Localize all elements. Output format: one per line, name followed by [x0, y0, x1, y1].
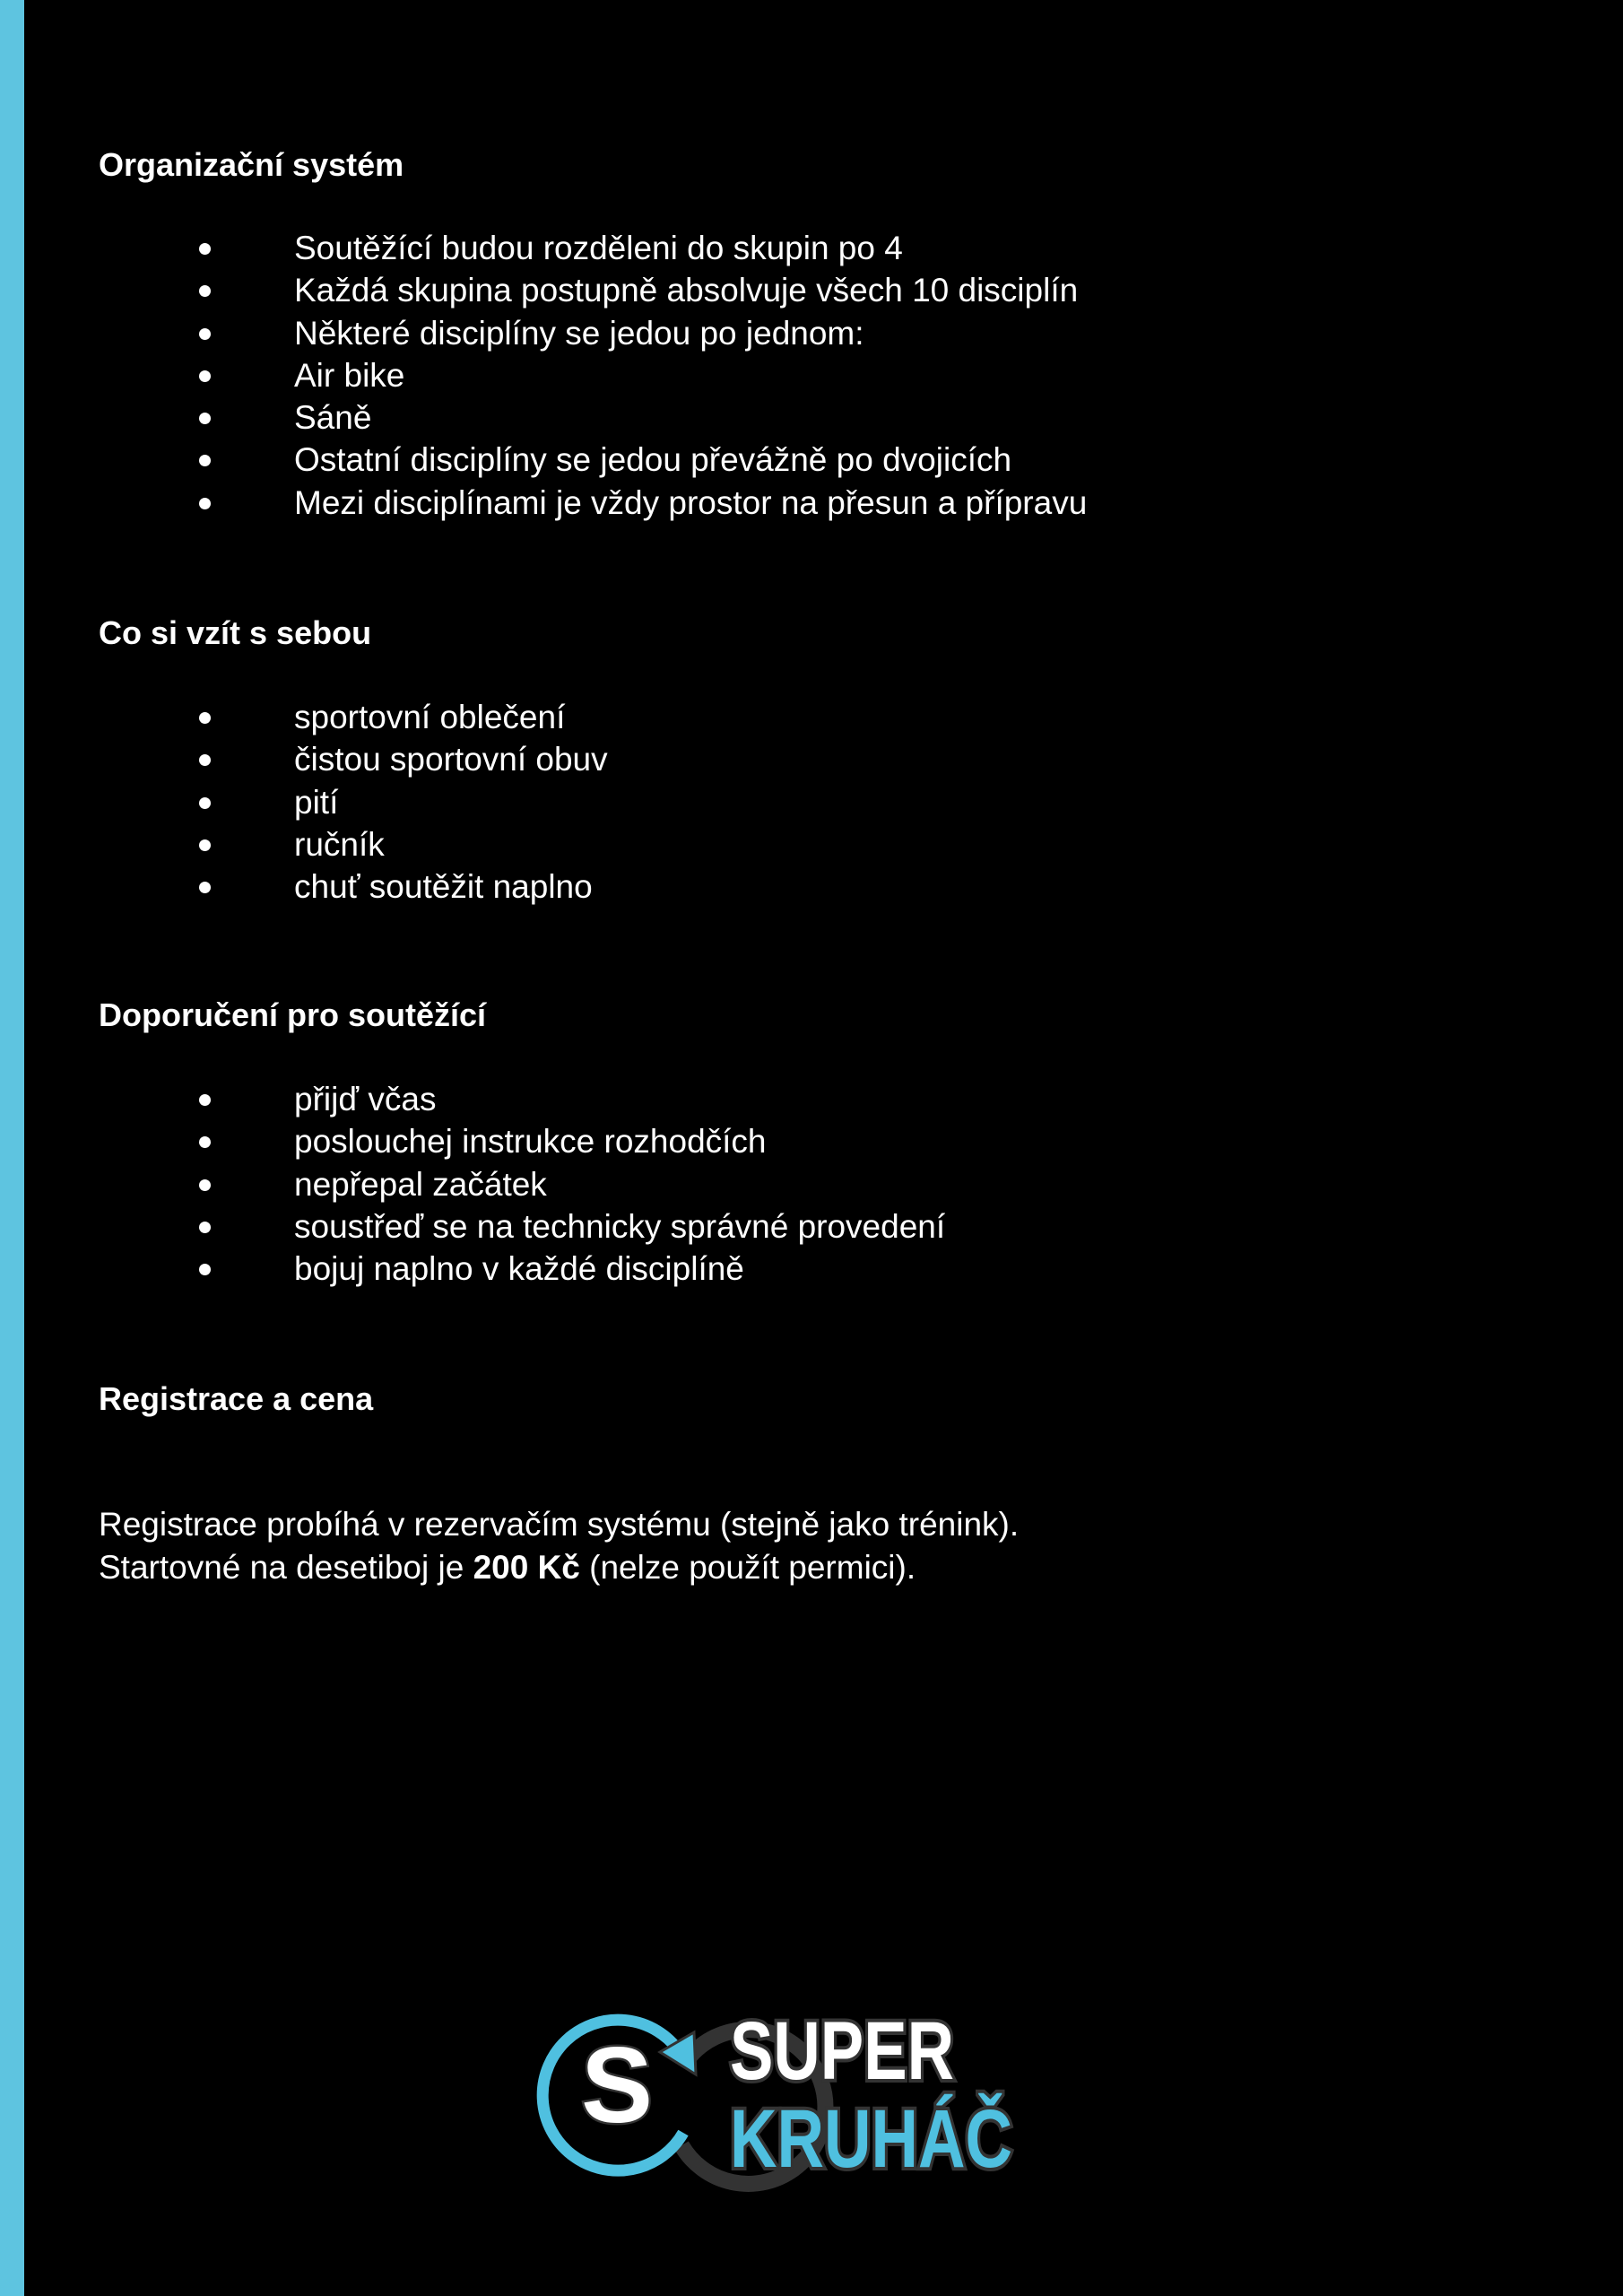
list-item: Některé disciplíny se jedou po jednom:: [0, 312, 1087, 354]
logo-word-super: SUPER: [730, 2005, 954, 2097]
list-item: Každá skupina postupně absolvuje všech 10 disciplín: [0, 269, 1087, 311]
list-item: soustřeď se na technicky správné provedení: [0, 1205, 945, 1248]
logo-letter: S: [580, 2025, 654, 2145]
list-item: čistou sportovní obuv: [0, 738, 608, 780]
registration-line-1: Registrace probíhá v rezervačím systému (stejně jako trénink).: [99, 1506, 1020, 1543]
list-item: ručník: [0, 823, 608, 865]
list-item: sportovní oblečení: [0, 696, 608, 738]
heading-what-to-bring: Co si vzít s sebou: [99, 614, 372, 651]
list-item: Mezi disciplínami je vždy prostor na přesun a přípravu: [0, 482, 1087, 524]
registration-line-2-prefix: Startovné na desetiboj je: [99, 1549, 473, 1586]
bring-list: [0, 696, 608, 908]
organization-list: [0, 227, 1087, 524]
list-item: Soutěžící budou rozděleni do skupin po 4: [0, 227, 1087, 269]
list-item: pití: [0, 781, 608, 823]
recommendations-list: [0, 1078, 945, 1290]
list-item: poslouchej instrukce rozhodčích: [0, 1120, 945, 1162]
heading-registration: Registrace a cena: [99, 1380, 374, 1417]
price: 200 Kč: [473, 1549, 580, 1586]
list-item: přijď včas: [0, 1078, 945, 1120]
registration-line-2-suffix: (nelze použít permici).: [579, 1549, 916, 1586]
heading-recommendations: Doporučení pro soutěžící: [99, 996, 487, 1033]
list-item: chuť soutěžit naplno: [0, 865, 608, 908]
list-item: bojuj naplno v každé disciplíně: [0, 1248, 945, 1290]
registration-text: [99, 1503, 1019, 1589]
heading-organization: Organizační systém: [99, 146, 404, 183]
super-kruhac-logo: [534, 1998, 1088, 2185]
list-item: nepřepal začátek: [0, 1163, 945, 1205]
logo-word-kruhac: KRUHÁČ: [730, 2093, 1088, 2185]
list-item: Sáně: [0, 396, 1087, 439]
list-item: Air bike: [0, 354, 1087, 396]
list-item: Ostatní disciplíny se jedou převážně po dvojicích: [0, 439, 1087, 481]
